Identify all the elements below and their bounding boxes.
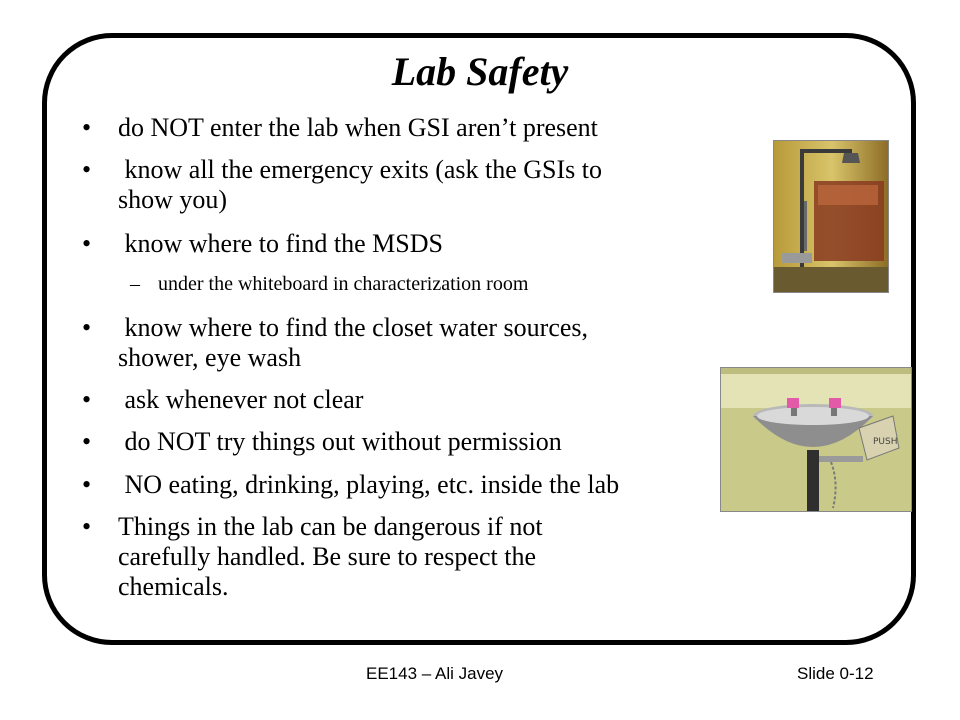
- bullet-text: NO eating, drinking, playing, etc. inside the lab: [118, 470, 620, 499]
- bullet-text: know where to find the closet water sources, shower, eye wash: [118, 313, 589, 372]
- bullet-dot: •: [82, 155, 92, 184]
- sub-bullet-item: [130, 272, 529, 296]
- bullet-dot: •: [82, 385, 92, 414]
- bullet-dot: •: [82, 113, 92, 142]
- bullet-text: Things in the lab can be dangerous if not carefully handled. Be sure to respect the chemicals.: [118, 512, 543, 601]
- bullet-item: [82, 427, 562, 457]
- bullet-text: do NOT try things out without permission: [118, 427, 562, 456]
- bullet-text: know all the emergency exits (ask the GSIs to show you): [118, 155, 603, 214]
- bullet-item: [82, 385, 364, 415]
- eye-wash-photo: [720, 367, 912, 512]
- sub-bullet-dash: –: [130, 273, 140, 295]
- bullet-dot: •: [82, 229, 92, 258]
- bullet-dot: •: [82, 512, 92, 541]
- bullet-text: do NOT enter the lab when GSI aren’t present: [118, 113, 598, 142]
- bullet-item: [82, 470, 620, 500]
- footer-presenter: EE143 – Ali Javey: [366, 664, 504, 683]
- bullet-dot: •: [82, 427, 92, 456]
- bullet-dot: •: [82, 470, 92, 499]
- bullet-text: know where to find the MSDS: [118, 229, 443, 258]
- bullet-item: [82, 113, 598, 143]
- safety-shower-photo: [773, 140, 889, 293]
- bullet-item: [82, 313, 589, 373]
- bullet-item: [82, 229, 443, 259]
- bullet-item: [82, 155, 603, 215]
- bullet-text: ask whenever not clear: [118, 385, 364, 414]
- footer-slide-number: Slide 0-12: [797, 664, 874, 683]
- sub-bullet-text: under the whiteboard in characterization room: [158, 273, 529, 295]
- bullet-item: [82, 512, 543, 602]
- slide-title: Lab Safety: [391, 49, 569, 94]
- bullet-dot: •: [82, 313, 92, 342]
- svg-text:PUSH: PUSH: [873, 437, 898, 447]
